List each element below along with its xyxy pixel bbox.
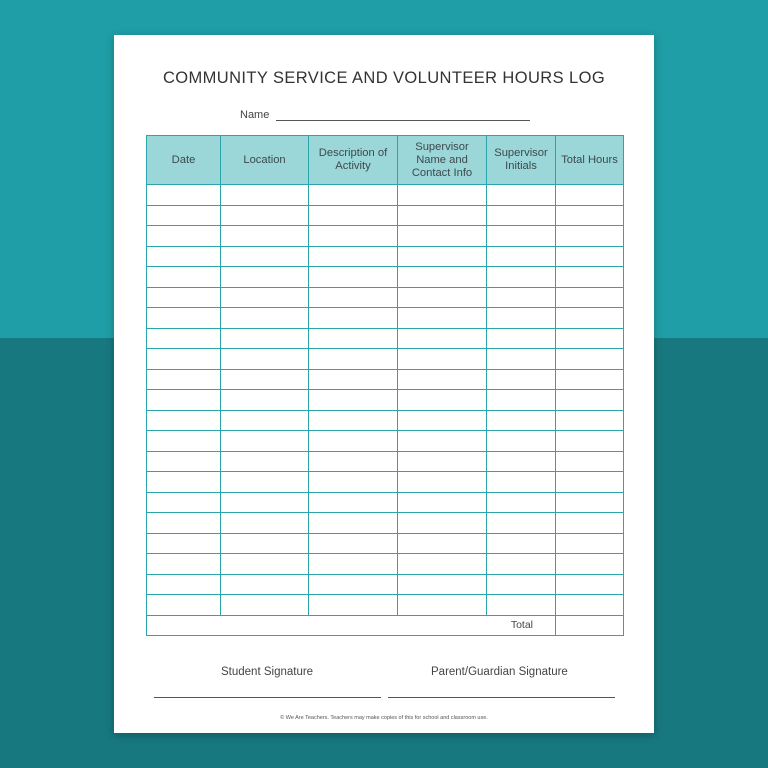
date-cell[interactable] <box>147 574 221 595</box>
supervisor-contact-cell[interactable] <box>398 246 487 267</box>
description-cell[interactable] <box>309 472 398 493</box>
date-cell[interactable] <box>147 410 221 431</box>
total-hours-cell[interactable] <box>556 595 624 616</box>
table-row <box>147 472 624 493</box>
date-cell[interactable] <box>147 451 221 472</box>
description-cell[interactable] <box>309 246 398 267</box>
description-cell[interactable] <box>309 554 398 575</box>
supervisor-contact-cell[interactable] <box>398 492 487 513</box>
copyright-footer: © We Are Teachers. Teachers may make copies of this for school and classroom use. <box>280 715 488 721</box>
table-row <box>147 205 624 226</box>
table-row <box>147 431 624 452</box>
location-cell[interactable] <box>221 226 309 247</box>
description-cell[interactable] <box>309 533 398 554</box>
log-body <box>147 185 624 616</box>
total-hours-cell[interactable] <box>556 267 624 288</box>
column-header-supervisor-contact: Supervisor Name and Contact Info <box>398 136 487 185</box>
location-cell[interactable] <box>221 431 309 452</box>
date-cell[interactable] <box>147 185 221 206</box>
date-cell[interactable] <box>147 287 221 308</box>
location-cell[interactable] <box>221 492 309 513</box>
location-cell[interactable] <box>221 554 309 575</box>
location-cell[interactable] <box>221 349 309 370</box>
total-hours-cell[interactable] <box>556 349 624 370</box>
supervisor-initials-cell[interactable] <box>487 205 556 226</box>
supervisor-initials-cell[interactable] <box>487 267 556 288</box>
supervisor-initials-cell[interactable] <box>487 431 556 452</box>
table-row <box>147 185 624 206</box>
description-cell[interactable] <box>309 205 398 226</box>
supervisor-initials-cell[interactable] <box>487 308 556 329</box>
description-cell[interactable] <box>309 308 398 329</box>
column-header-description: Description of Activity <box>309 136 398 185</box>
supervisor-contact-cell[interactable] <box>398 554 487 575</box>
total-hours-cell[interactable] <box>556 513 624 534</box>
supervisor-contact-cell[interactable] <box>398 205 487 226</box>
location-cell[interactable] <box>221 267 309 288</box>
total-hours-cell[interactable] <box>556 451 624 472</box>
total-hours-cell[interactable] <box>556 369 624 390</box>
total-hours-cell[interactable] <box>556 410 624 431</box>
supervisor-contact-cell[interactable] <box>398 349 487 370</box>
date-cell[interactable] <box>147 349 221 370</box>
name-field[interactable] <box>240 107 530 123</box>
supervisor-contact-cell[interactable] <box>398 226 487 247</box>
location-cell[interactable] <box>221 451 309 472</box>
supervisor-initials-cell[interactable] <box>487 390 556 411</box>
supervisor-initials-cell[interactable] <box>487 472 556 493</box>
description-cell[interactable] <box>309 328 398 349</box>
date-cell[interactable] <box>147 267 221 288</box>
total-hours-cell[interactable] <box>556 246 624 267</box>
hours-log-table <box>146 135 624 636</box>
table-row <box>147 554 624 575</box>
description-cell[interactable] <box>309 431 398 452</box>
description-cell[interactable] <box>309 410 398 431</box>
table-row <box>147 349 624 370</box>
supervisor-initials-cell[interactable] <box>487 246 556 267</box>
supervisor-initials-cell[interactable] <box>487 349 556 370</box>
date-cell[interactable] <box>147 369 221 390</box>
location-cell[interactable] <box>221 595 309 616</box>
total-hours-cell[interactable] <box>556 287 624 308</box>
table-row <box>147 226 624 247</box>
date-cell[interactable] <box>147 390 221 411</box>
header-row <box>147 136 624 185</box>
supervisor-initials-cell[interactable] <box>487 410 556 431</box>
location-cell[interactable] <box>221 472 309 493</box>
supervisor-initials-cell[interactable] <box>487 226 556 247</box>
supervisor-contact-cell[interactable] <box>398 287 487 308</box>
date-cell[interactable] <box>147 246 221 267</box>
table-row <box>147 595 624 616</box>
table-row <box>147 492 624 513</box>
table-row <box>147 287 624 308</box>
supervisor-initials-cell[interactable] <box>487 328 556 349</box>
date-cell[interactable] <box>147 595 221 616</box>
supervisor-contact-cell[interactable] <box>398 574 487 595</box>
total-hours-cell[interactable] <box>556 205 624 226</box>
table-row <box>147 267 624 288</box>
supervisor-contact-cell[interactable] <box>398 451 487 472</box>
description-cell[interactable] <box>309 492 398 513</box>
name-label: Name <box>240 109 270 121</box>
location-cell[interactable] <box>221 287 309 308</box>
total-hours-cell[interactable] <box>556 431 624 452</box>
column-header-date: Date <box>147 136 221 185</box>
location-cell[interactable] <box>221 328 309 349</box>
supervisor-contact-cell[interactable] <box>398 410 487 431</box>
date-cell[interactable] <box>147 513 221 534</box>
total-hours-cell[interactable] <box>556 226 624 247</box>
supervisor-contact-cell[interactable] <box>398 369 487 390</box>
total-hours-cell[interactable] <box>556 492 624 513</box>
total-hours-cell[interactable] <box>556 472 624 493</box>
total-hours-cell[interactable] <box>556 328 624 349</box>
location-cell[interactable] <box>221 369 309 390</box>
supervisor-contact-cell[interactable] <box>398 472 487 493</box>
date-cell[interactable] <box>147 431 221 452</box>
location-cell[interactable] <box>221 308 309 329</box>
description-cell[interactable] <box>309 390 398 411</box>
description-cell[interactable] <box>309 185 398 206</box>
location-cell[interactable] <box>221 205 309 226</box>
table-row <box>147 308 624 329</box>
table-row <box>147 533 624 554</box>
location-cell[interactable] <box>221 410 309 431</box>
supervisor-contact-cell[interactable] <box>398 328 487 349</box>
location-cell[interactable] <box>221 185 309 206</box>
total-hours-cell[interactable] <box>556 308 624 329</box>
description-cell[interactable] <box>309 595 398 616</box>
total-hours-cell[interactable] <box>556 554 624 575</box>
column-header-total-hours: Total Hours <box>556 136 624 185</box>
total-hours-cell[interactable] <box>556 390 624 411</box>
supervisor-contact-cell[interactable] <box>398 595 487 616</box>
location-cell[interactable] <box>221 533 309 554</box>
supervisor-initials-cell[interactable] <box>487 554 556 575</box>
supervisor-contact-cell[interactable] <box>398 185 487 206</box>
supervisor-contact-cell[interactable] <box>398 513 487 534</box>
log-sheet <box>114 35 654 733</box>
location-cell[interactable] <box>221 513 309 534</box>
description-cell[interactable] <box>309 287 398 308</box>
total-row <box>147 615 624 636</box>
description-cell[interactable] <box>309 267 398 288</box>
student-signature-label: Student Signature <box>221 666 314 678</box>
supervisor-initials-cell[interactable] <box>487 574 556 595</box>
parent-signature-label: Parent/Guardian Signature <box>431 666 568 678</box>
document-title: COMMUNITY SERVICE AND VOLUNTEER HOURS LOG <box>162 69 606 87</box>
column-header-location: Location <box>221 136 309 185</box>
supervisor-initials-cell[interactable] <box>487 287 556 308</box>
date-cell[interactable] <box>147 533 221 554</box>
student-signature-line[interactable] <box>154 697 381 698</box>
supervisor-contact-cell[interactable] <box>398 533 487 554</box>
supervisor-contact-cell[interactable] <box>398 431 487 452</box>
location-cell[interactable] <box>221 390 309 411</box>
supervisor-contact-cell[interactable] <box>398 390 487 411</box>
location-cell[interactable] <box>221 246 309 267</box>
date-cell[interactable] <box>147 308 221 329</box>
supervisor-initials-cell[interactable] <box>487 595 556 616</box>
supervisor-initials-cell[interactable] <box>487 533 556 554</box>
supervisor-initials-cell[interactable] <box>487 451 556 472</box>
supervisor-initials-cell[interactable] <box>487 492 556 513</box>
table-row <box>147 451 624 472</box>
table-row <box>147 574 624 595</box>
supervisor-contact-cell[interactable] <box>398 267 487 288</box>
date-cell[interactable] <box>147 205 221 226</box>
description-cell[interactable] <box>309 369 398 390</box>
supervisor-initials-cell[interactable] <box>487 369 556 390</box>
name-line[interactable] <box>276 120 530 121</box>
location-cell[interactable] <box>221 574 309 595</box>
description-cell[interactable] <box>309 574 398 595</box>
date-cell[interactable] <box>147 328 221 349</box>
date-cell[interactable] <box>147 492 221 513</box>
total-hours-cell[interactable] <box>556 615 624 636</box>
description-cell[interactable] <box>309 226 398 247</box>
total-hours-cell[interactable] <box>556 533 624 554</box>
table-row <box>147 390 624 411</box>
date-cell[interactable] <box>147 554 221 575</box>
column-header-supervisor-initials: Supervisor Initials <box>487 136 556 185</box>
date-cell[interactable] <box>147 472 221 493</box>
supervisor-initials-cell[interactable] <box>487 513 556 534</box>
description-cell[interactable] <box>309 513 398 534</box>
supervisor-initials-cell[interactable] <box>487 185 556 206</box>
table-row <box>147 410 624 431</box>
table-row <box>147 246 624 267</box>
description-cell[interactable] <box>309 349 398 370</box>
table-row <box>147 369 624 390</box>
total-label: Total <box>147 615 556 636</box>
parent-signature-line[interactable] <box>388 697 615 698</box>
date-cell[interactable] <box>147 226 221 247</box>
table-row <box>147 513 624 534</box>
total-hours-cell[interactable] <box>556 574 624 595</box>
total-hours-cell[interactable] <box>556 185 624 206</box>
description-cell[interactable] <box>309 451 398 472</box>
table-row <box>147 328 624 349</box>
supervisor-contact-cell[interactable] <box>398 308 487 329</box>
